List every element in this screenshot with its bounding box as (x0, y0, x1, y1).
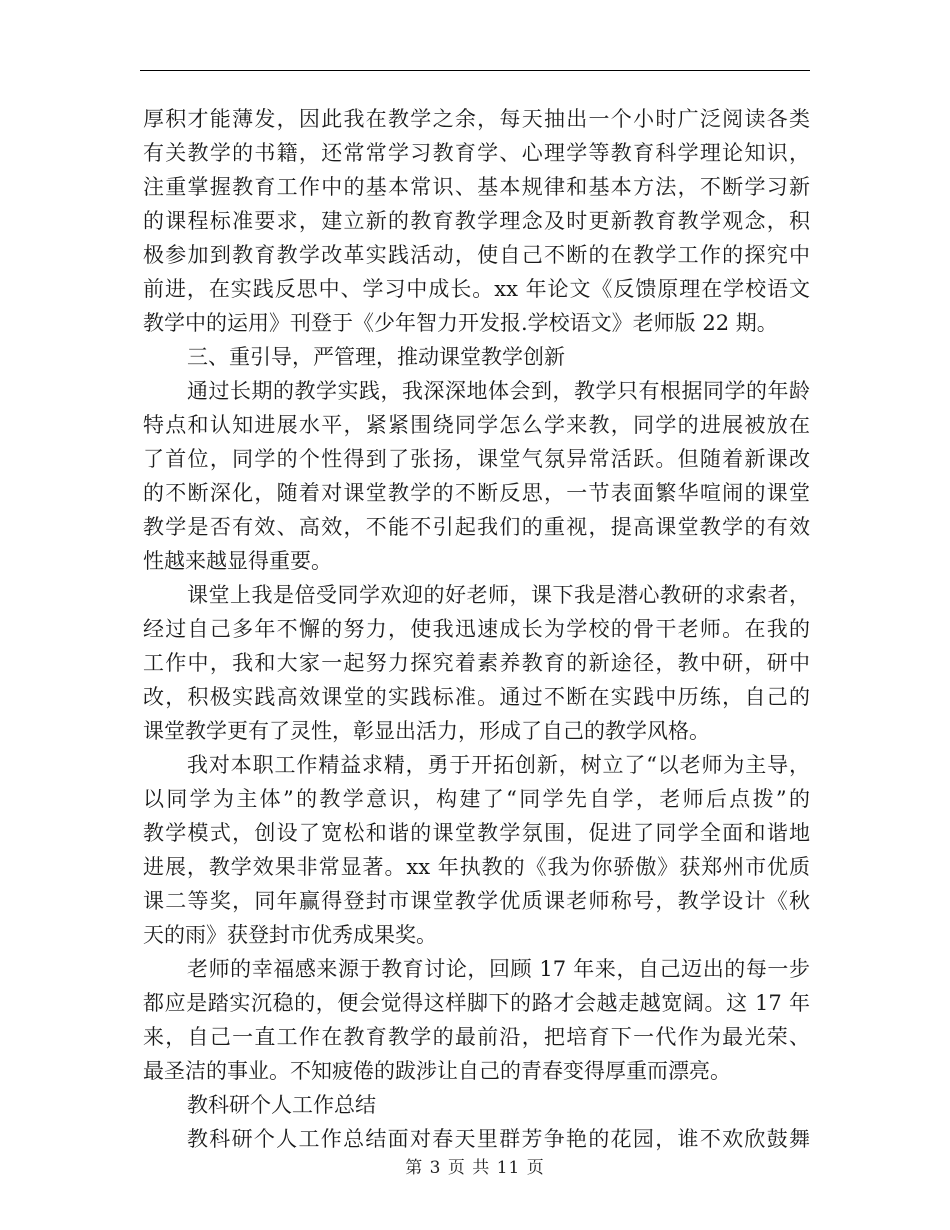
text-line: 课二等奖，同年赢得登封市课堂教学优质课老师称号，教学设计《秋 (143, 889, 810, 913)
text-line: 的不断深化，随着对课堂教学的不断反思，一节表面繁华喧闹的课堂 (143, 481, 810, 505)
document-body (143, 102, 810, 1156)
text-line: 前进，在实践反思中、学习中成长。xx 年论文《反馈原理在学校语文 (143, 277, 810, 301)
text-line: 来，自己一直工作在教育教学的最前沿，把培育下一代作为最光荣、 (143, 1025, 810, 1049)
text-line: 天的雨》获登封市优秀成果奖。 (143, 923, 437, 947)
page-footer: 第 3 页 共 11 页 (405, 1158, 545, 1178)
text-line: 有关教学的书籍，还常常学习教育学、心理学等教育科学理论知识， (143, 141, 810, 165)
section-heading: 三、重引导，严管理，推动课堂教学创新 (187, 345, 565, 369)
text-line: 工作中，我和大家一起努力探究着素养教育的新途径，教中研，研中 (143, 651, 810, 675)
text-line: 课堂上我是倍受同学欢迎的好老师，课下我是潜心教研的求索者， (187, 583, 810, 607)
text-line: 注重掌握教育工作中的基本常识、基本规律和基本方法，不断学习新 (143, 175, 810, 199)
text-line: 老师的幸福感来源于教育讨论，回顾 17 年来，自己迈出的每一步 (187, 957, 810, 981)
text-line: 的课程标准要求，建立新的教育教学理念及时更新教育教学观念，积 (143, 209, 810, 233)
text-line: 都应是踏实沉稳的，便会觉得这样脚下的路才会越走越宽阔。这 17 年 (143, 991, 810, 1015)
text-line: 教科研个人工作总结面对春天里群芳争艳的花园，谁不欢欣鼓舞 (187, 1127, 810, 1151)
header-rule (140, 70, 810, 71)
text-line: 教学是否有效、高效，不能不引起我们的重视，提高课堂教学的有效 (143, 515, 810, 539)
text-line: 极参加到教育教学改革实践活动，使自己不断的在教学工作的探究中 (143, 243, 810, 267)
text-line: 课堂教学更有了灵性，彰显出活力，形成了自己的教学风格。 (143, 719, 710, 743)
text-line: 了首位，同学的个性得到了张扬，课堂气氛异常活跃。但随着新课改 (143, 447, 810, 471)
text-line: 以同学为主体”的教学意识，构建了“同学先自学，老师后点拨”的 (143, 787, 810, 811)
text-line: 改，积极实践高效课堂的实践标准。通过不断在实践中历练，自己的 (143, 685, 810, 709)
text-line: 厚积才能薄发，因此我在教学之余，每天抽出一个小时广泛阅读各类 (143, 107, 810, 131)
text-line: 教学模式，创设了宽松和谐的课堂教学氛围，促进了同学全面和谐地 (143, 821, 810, 845)
text-line: 特点和认知进展水平，紧紧围绕同学怎么学来教，同学的进展被放在 (143, 413, 810, 437)
text-line: 性越来越显得重要。 (143, 549, 332, 573)
text-line: 经过自己多年不懈的努力，使我迅速成长为学校的骨干老师。在我的 (143, 617, 810, 641)
text-line: 我对本职工作精益求精，勇于开拓创新，树立了“以老师为主导， (187, 753, 810, 777)
text-line: 教学中的运用》刊登于《少年智力开发报.学校语文》老师版 22 期。 (143, 311, 778, 335)
text-line: 进展，教学效果非常显著。xx 年执教的《我为你骄傲》获郑州市优质 (143, 855, 810, 879)
text-line: 通过长期的教学实践，我深深地体会到，教学只有根据同学的年龄 (187, 379, 810, 403)
section-heading: 教科研个人工作总结 (187, 1093, 376, 1117)
text-line: 最圣洁的事业。不知疲倦的跋涉让自己的青春变得厚重而漂亮。 (143, 1059, 731, 1083)
